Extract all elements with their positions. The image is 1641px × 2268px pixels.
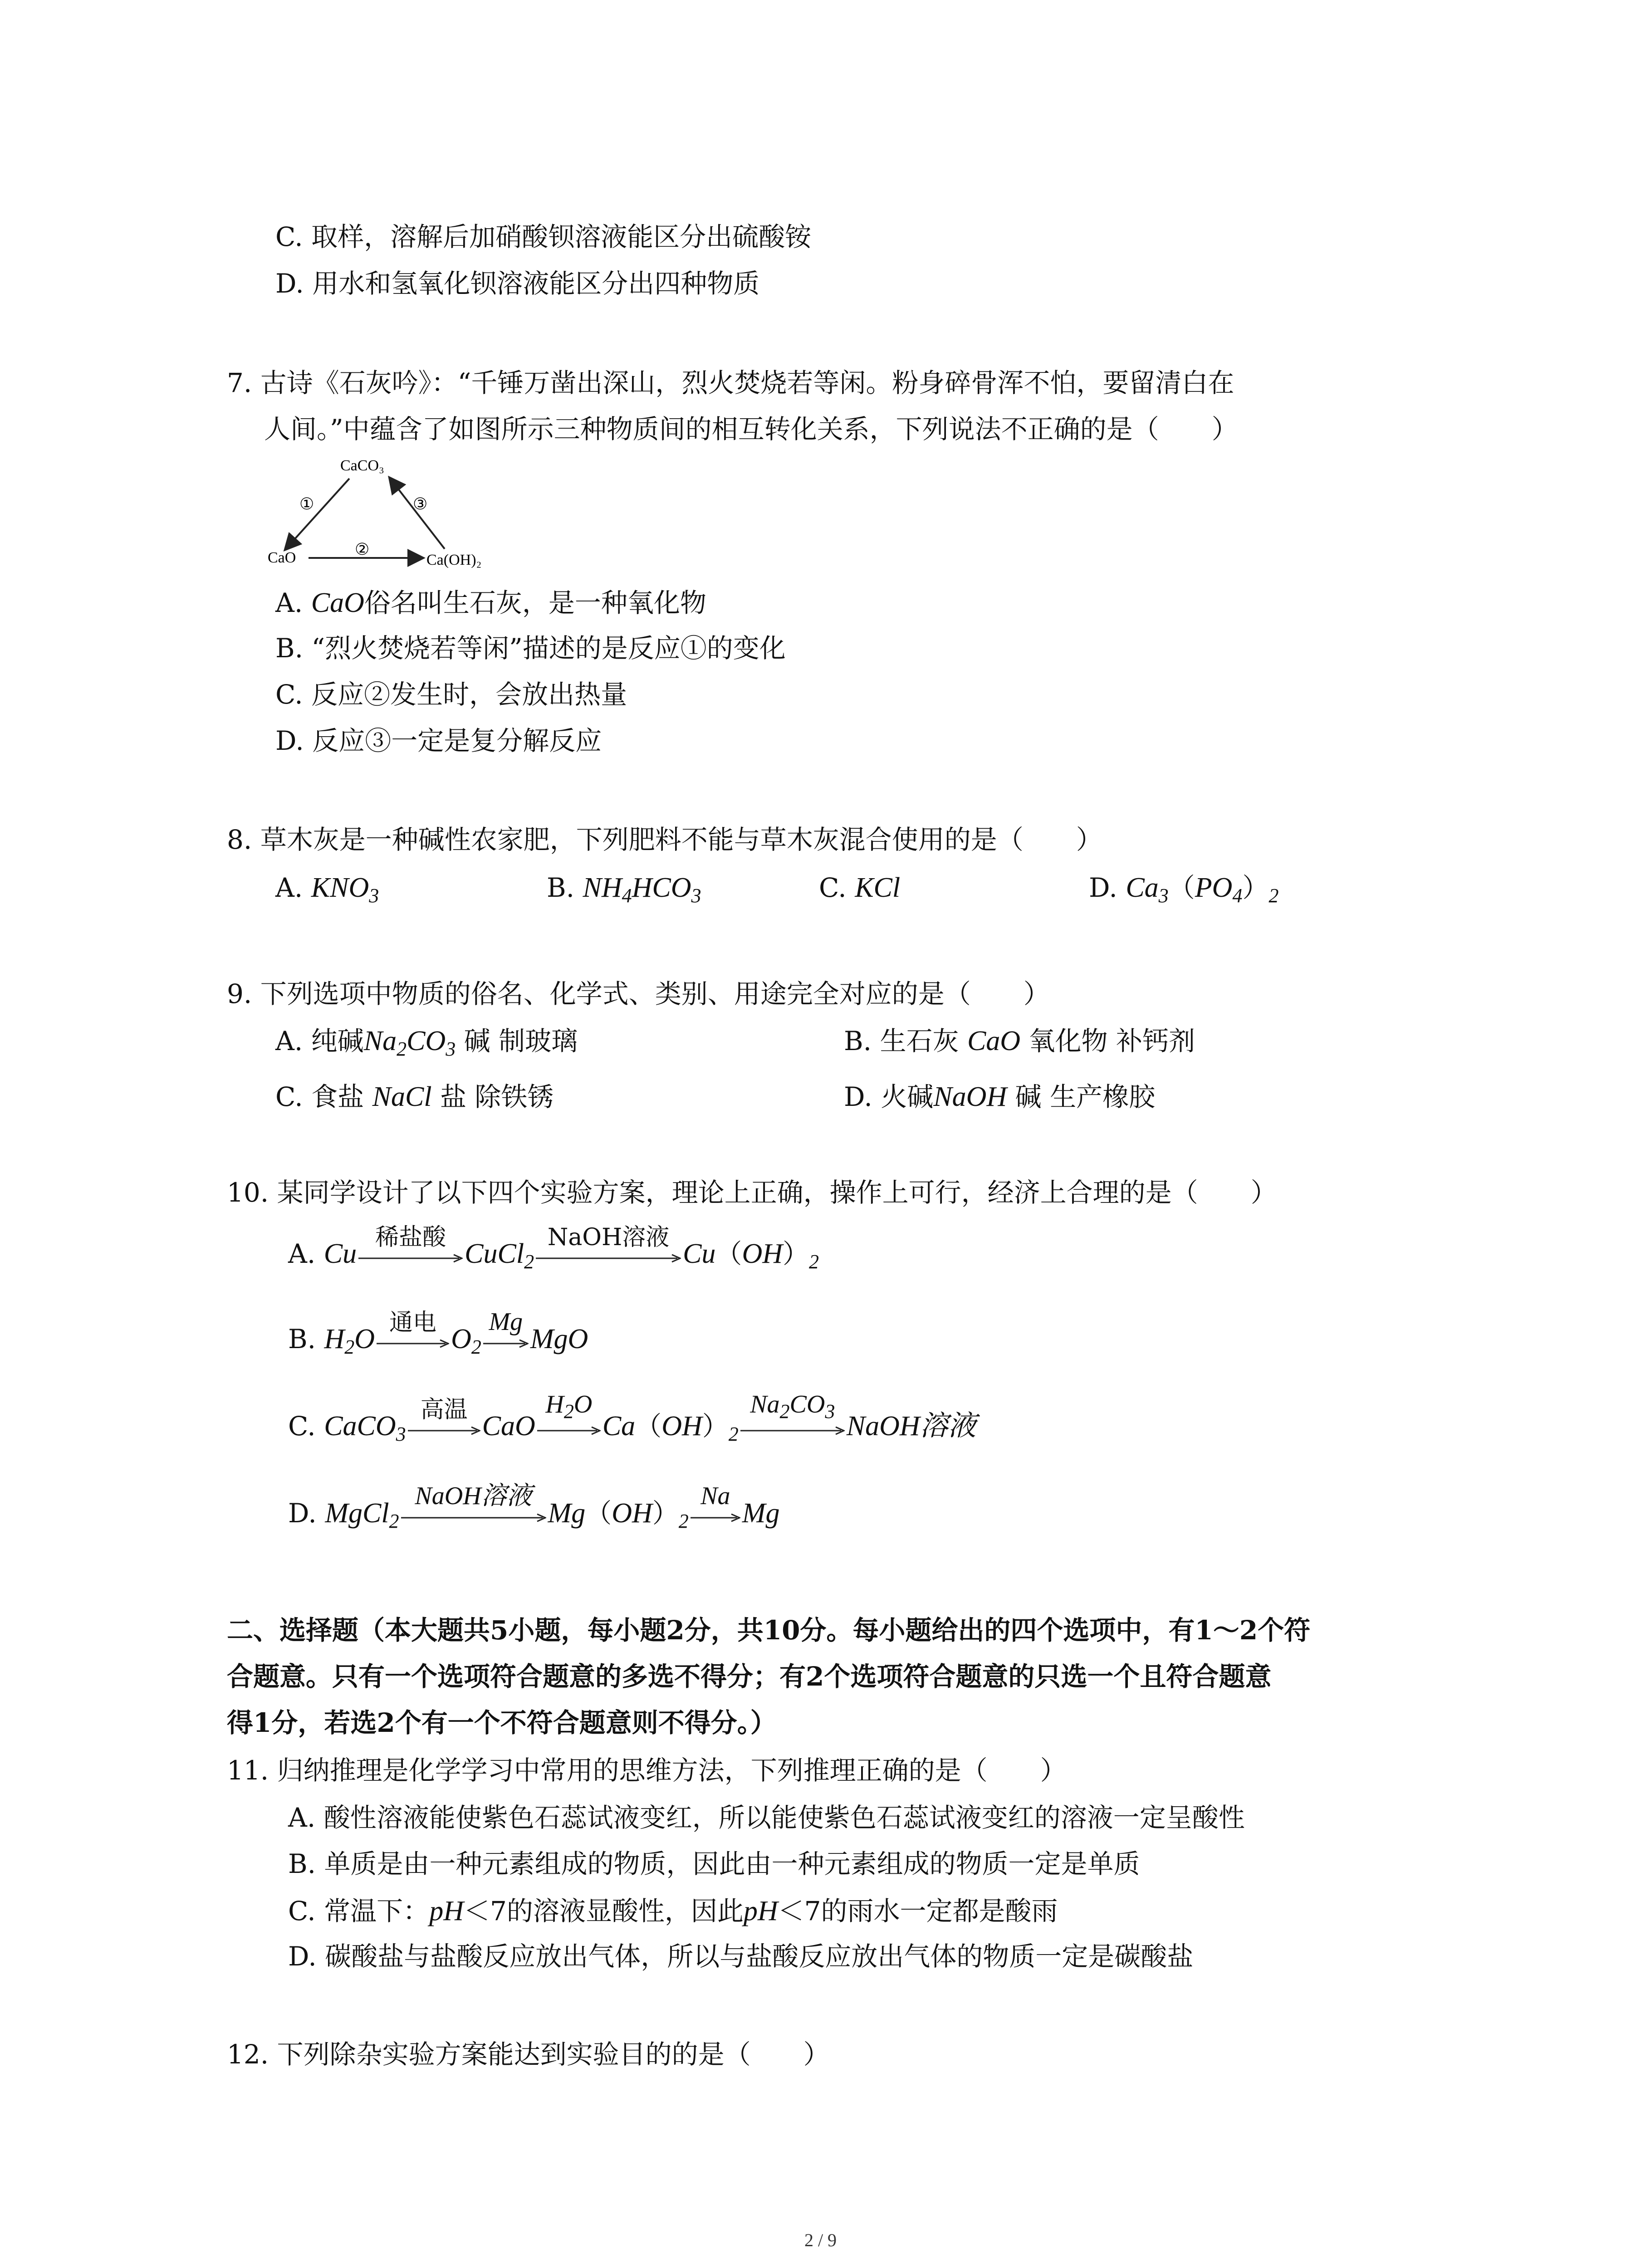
q10-option-a: A. Cu 稀盐酸 CuCl$_2$ NaOH溶液 $Cu(OH)_2$ (288, 1224, 819, 1273)
q10-option-b: B. $H_2O$ 通电 $O_2$ Mg MgO (288, 1308, 588, 1358)
section2-heading-line1: 二、选择题（本大题共5小题，每小题2分，共10分。每小题给出的四个选项中，有1～2个符 (227, 1615, 1311, 1646)
q6-option-c: C. 取样，溶解后加硝酸钡溶液能区分出硫酸铵 (275, 221, 812, 252)
diagram-cao-label: CaO (268, 549, 296, 566)
reaction-arrow: 高温 (408, 1426, 480, 1435)
q7-option-c: C. 反应②发生时，会放出热量 (275, 679, 627, 710)
q7-a-prefix: A. (275, 587, 303, 618)
section2-heading-line3: 得1分，若选2个有一个不符合题意则不得分。） (227, 1707, 777, 1738)
q10-option-c: C. CaCO$_3$ 高温 CaO $H_2O$ $Ca(OH)_2$ $Na_2CO_3$ NaOH溶液 (288, 1390, 976, 1445)
q7-option-b: B. “烈火焚烧若等闲”描述的是反应①的变化 (275, 633, 786, 664)
q8-option-b: B. $NH_4HCO_3$ (547, 872, 701, 907)
reaction-arrow: Mg (483, 1339, 529, 1348)
q7-stem-line1: 7. 古诗《石灰吟》：“千锤万凿出深山，烈火焚烧若等闲。粉身碎骨浑不怕，要留清白在 (227, 367, 1234, 398)
reaction-arrow: $Na_2CO_3$ (740, 1426, 845, 1435)
q11-option-b: B. 单质是由一种元素组成的物质，因此由一种元素组成的物质一定是单质 (288, 1848, 1140, 1879)
q6-option-d: D. 用水和氢氧化钡溶液能区分出四种物质 (275, 268, 760, 299)
q8-stem: 8. 草木灰是一种碱性农家肥，下列肥料不能与草木灰混合使用的是（ ） (227, 824, 1102, 855)
diagram-caoh2-label: Ca(OH)₂ (426, 552, 482, 568)
section2-heading-line2: 合题意。只有一个选项符合题意的多选不得分；有2个选项符合题意的只选一个且符合题意 (227, 1661, 1272, 1692)
q7-a-formula: CaO (311, 587, 364, 618)
q9-option-d: D. 火碱NaOH 碱 生产橡胶 (844, 1081, 1156, 1112)
q9-option-b: B. 生石灰 CaO 氧化物 补钙剂 (844, 1026, 1195, 1056)
q8-option-d: D. $Ca_3(PO_4)_2$ (1089, 872, 1279, 907)
reaction-arrow: NaOH溶液 (401, 1513, 546, 1522)
page-number: 2 / 9 (804, 2230, 837, 2250)
q7-option-d: D. 反应③一定是复分解反应 (275, 725, 602, 756)
reaction-arrow: 通电 (377, 1339, 449, 1348)
q9-option-a: A. 纯碱$Na_2CO_3$ 碱 制玻璃 (275, 1026, 578, 1060)
reaction-arrow: $H_2O$ (537, 1426, 601, 1435)
reaction-arrow: NaOH溶液 (536, 1254, 681, 1263)
reaction-arrow: 稀盐酸 (358, 1254, 463, 1263)
arrow-3 (390, 479, 445, 549)
q11-option-c: C. 常温下：pH＜7的溶液显酸性，因此pH＜7的雨水一定都是酸雨 (288, 1896, 1058, 1926)
q10-stem: 10. 某同学设计了以下四个实验方案，理论上正确，操作上可行，经济上合理的是（ ） (227, 1177, 1277, 1208)
q9-option-c: C. 食盐 NaCl 盐 除铁锈 (275, 1081, 554, 1112)
diagram-r1: ① (299, 495, 314, 513)
q7-a-text: 俗名叫生石灰，是一种氧化物 (364, 587, 706, 618)
q11-stem: 11. 归纳推理是化学学习中常用的思维方法，下列推理正确的是（ ） (227, 1755, 1067, 1786)
q7-option-a (275, 589, 706, 617)
q12-stem: 12. 下列除杂实验方案能达到实验目的的是（ ） (227, 2039, 830, 2070)
arrow-1 (286, 479, 349, 549)
diagram-caco3-label: CaCO₃ (340, 457, 384, 474)
q7-conversion-diagram (259, 451, 513, 574)
diagram-r3: ③ (413, 495, 428, 513)
q7-stem-line2: 人间。”中蕴含了如图所示三种物质间的相互转化关系，下列说法不正确的是（ ） (264, 414, 1238, 445)
diagram-r2: ② (355, 540, 370, 558)
q10-option-d: D. MgCl$_2$ NaOH溶液 $Mg(OH)_2$ Na Mg (288, 1482, 780, 1532)
q11-option-d: D. 碳酸盐与盐酸反应放出气体，所以与盐酸反应放出气体的物质一定是碳酸盐 (288, 1941, 1194, 1972)
q8-option-a: A. $KNO_3$ (275, 872, 379, 907)
reaction-arrow: Na (691, 1513, 740, 1522)
q11-option-a: A. 酸性溶液能使紫色石蕊试液变红，所以能使紫色石蕊试液变红的溶液一定呈酸性 (288, 1802, 1245, 1833)
q8-option-c: C. KCl (819, 872, 901, 903)
q9-stem: 9. 下列选项中物质的俗名、化学式、类别、用途完全对应的是（ ） (227, 978, 1050, 1009)
